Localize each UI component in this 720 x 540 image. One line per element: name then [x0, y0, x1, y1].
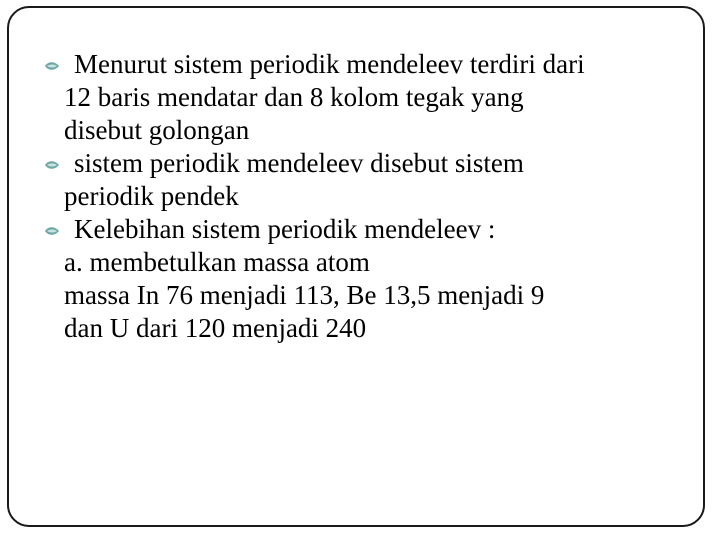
sub-line-2: massa In 76 menjadi 113, Be 13,5 menjadi 9 [64, 280, 545, 310]
slide-content [46, 48, 686, 345]
sub-line-1: a. membetulkan massa atom [64, 247, 370, 277]
bullet-item-2 [46, 147, 686, 213]
bullet-item-1 [46, 48, 686, 147]
bullet-2-line-2: periodik pendek [64, 181, 239, 211]
sub-line-3: dan U dari 120 menjadi 240 [64, 313, 367, 343]
bullet-item-3 [46, 213, 686, 246]
bullet-1-line-3: disebut golongan [64, 115, 250, 145]
leaf-bullet-icon [44, 61, 60, 71]
bullet-1-line-1: Menurut sistem periodik mendeleev terdiri dari [74, 49, 585, 79]
leaf-bullet-icon [44, 226, 60, 236]
bullet-3-line-1: Kelebihan sistem periodik mendeleev : [74, 214, 496, 244]
bullet-2-line-1: sistem periodik mendeleev disebut sistem [74, 148, 524, 178]
leaf-bullet-icon [44, 160, 60, 170]
bullet-1-line-2: 12 baris mendatar dan 8 kolom tegak yang [64, 82, 524, 112]
